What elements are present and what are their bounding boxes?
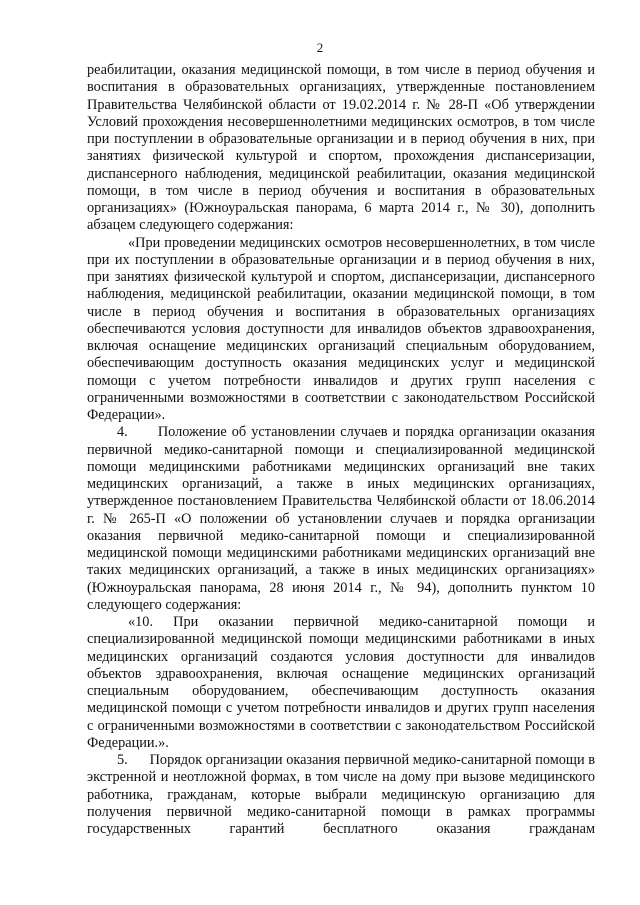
page-number: 2: [316, 40, 324, 55]
paragraph-item-5: 5. Порядок организации оказания первичной медико-санитарной помощи в экстренной и неотложной формах, в том числе на дому при вызове медицинского работника, гражданам, которые выбрали медицинскую организацию для получения первичной медико-санитарной помощи в рамках программы государственных гарантий бесплатного оказания гражданам: [87, 752, 595, 837]
paragraph-item-4: 4. Положение об установлении случаев и порядка организации оказания первичной медико-санитарной помощи и специализированной медицинской помощи медицинскими работниками медицинских организаций вне таких медицинских организаций, а также в иных медицинских организациях, утвержденное постановлением Правительства Челябинской области от 18.06.2014 г. № 265-П «О положении об установлении случаев и порядка организации оказания первичной медико-санитарной помощи и специализированной медицинской помощи медицинскими работниками медицинских организаций вне таких медицинских организаций, а также в иных медицинских организациях» (Южноуральская панорама, 28 июня 2014 г., № 94), дополнить пунктом 10 следующего содержания:: [87, 424, 595, 613]
document-body: [87, 62, 595, 838]
paragraph-continuation: реабилитации, оказания медицинской помощи, в том числе в период обучения и воспитания в образовательных организациях, утвержденные постановлением Правительства Челябинской области от 19.02.2014 г. № 28-П «Об утверждении Условий прохождения несовершеннолетними медицинских осмотров, в том числе при поступлении в образовательные организации и в период обучения в них, при занятиях физической культурой и спортом, прохождения диспансеризации, диспансерного наблюдения, медицинской реабилитации, оказания медицинской помощи, в том числе в период обучения и воспитания в образовательных организациях» (Южноуральская панорама, 6 марта 2014 г., № 30), дополнить абзацем следующего содержания:: [87, 62, 595, 234]
paragraph-item-10-addition: «10. При оказании первичной медико-санитарной помощи и специализированной медицинской помощи медицинскими работниками в иных медицинских организаций создаются условия доступности для инвалидов объектов здравоохранения, включая оснащение медицинских организаций специальным оборудованием, обеспечивающим доступность оказания медицинской помощи с учетом потребности инвалидов и других групп населения с ограниченными возможностями в соответствии с законодательством Российской Федерации.».: [87, 614, 595, 751]
paragraph-quoted-addition: «При проведении медицинских осмотров несовершеннолетних, в том числе при их поступлении в образовательные организации и в период обучения в них, при занятиях физической культурой и спортом, диспансеризации, диспансерного наблюдения, медицинской реабилитации, оказании медицинской помощи, в том числе в период обучения и воспитания в образовательных организациях обеспечиваются условия доступности для инвалидов объектов здравоохранения, включая оснащение медицинских организаций специальным оборудованием, обеспечивающим доступность оказания медицинских услуг и медицинской помощи с учетом потребности инвалидов и других групп населения с ограниченными возможностями в соответствии с законодательством Российской Федерации».: [87, 234, 595, 423]
